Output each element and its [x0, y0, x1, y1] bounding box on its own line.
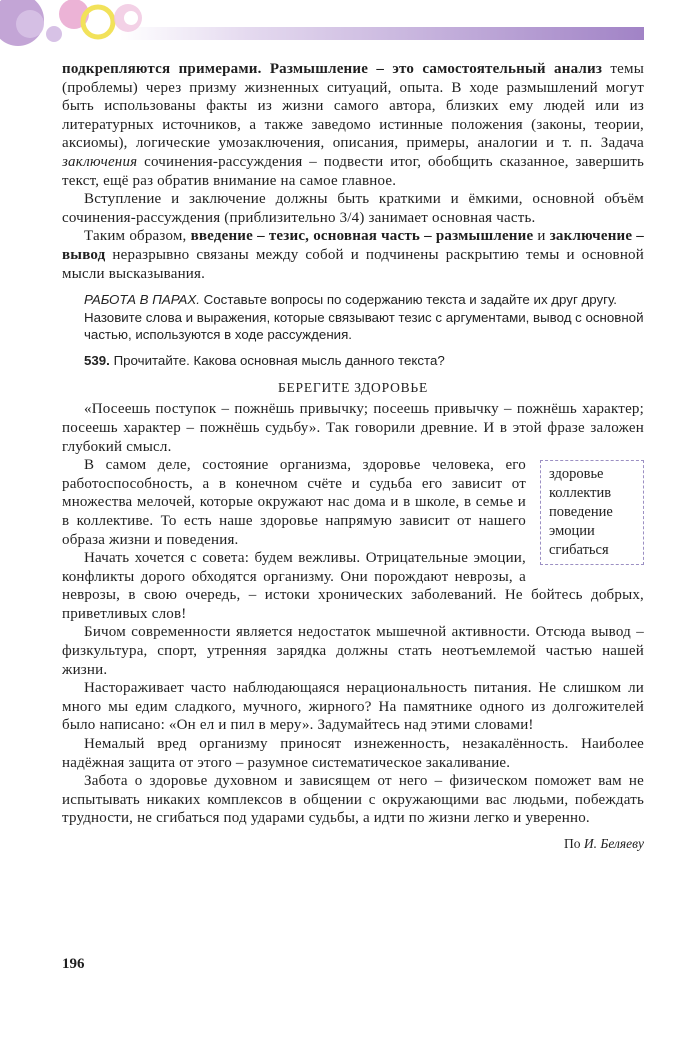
- paragraph: Забота о здоровье духовном и зависящем от него – физическом поможет вам не испытывать никаких комплексов в общении с окружающими вас людьми, побеждать трудности, не сгибаться под ударами судьбы, а идти по жизни легко и уверенно.: [62, 773, 644, 827]
- header-decoration: [0, 0, 700, 60]
- vocab-word: поведение: [549, 504, 613, 521]
- page-number: 196: [62, 956, 85, 972]
- vocab-word: сгибаться: [549, 542, 609, 559]
- paragraph: подкрепляются примерами. Размышление – это самостоятельный анализ темы (проблемы) через призму жизненных ситуаций, опыта. В ходе размышлений могут быть использованы факты из жизни самого автора, близких ему людей или из литературных источников, а также заведомо истинные положения (законы, теории, аксиомы), логические умозаключения, описания, примеры, аналогии и т. п. Задача заключения сочинения-рассуждения – подвести итог, обобщить сказанное, завершить текст, ещё раз обратив внимание на самое главное.: [62, 61, 644, 189]
- paragraph: «Посеешь поступок – пожнёшь привычку; посеешь привычку – пожнёшь характер; посеешь характер – пожнёшь судьбу». Так говорили древние. И в этой фразе заложен глубокий смысл.: [62, 401, 644, 455]
- paragraph: Бичом современности является недостаток мышечной активности. Отсюда вывод – физкультура, спорт, утренняя зарядка должны стать неотъемлемой частью нашей жизни.: [62, 624, 644, 678]
- author-signature: По И. Беляеву: [564, 836, 644, 851]
- exercise-539: 539. Прочитайте. Какова основная мысль данного текста?: [84, 353, 445, 369]
- paragraph: Начать хочется с совета: будем вежливы. Отрицательные эмоции, конфликты дорого обходятся организму. Они порождают неврозы, а неврозы, в свою очередь, – истоки хронических заболеваний. Не бойтесь добрых, приветливых слов!: [62, 550, 644, 622]
- vocabulary-box: [540, 460, 644, 565]
- paragraph: Настораживает часто наблюдающаяся нерациональность питания. Не слишком ли много мы едим сладкого, мучного, жирного? На памятнике одного из долгожителей было написано: «Он ел и пил в меру». Задумайтесь над этими словами!: [62, 680, 644, 734]
- vocab-word: здоровье: [549, 466, 604, 483]
- task-label: РАБОТА В ПАРАХ.: [84, 292, 200, 308]
- paragraph: В самом деле, состояние организма, здоровье человека, его работоспособность, а в конечном счёте и судьба его зависит от множества мелочей, которые окружают нас дома и в школе, в семье и в коллективе. То есть наше здоровье напрямую зависит от нашего образа жизни и поведения.: [62, 457, 526, 548]
- page-content: [62, 60, 644, 852]
- vocab-word: эмоции: [549, 523, 595, 540]
- pair-work-task: РАБОТА В ПАРАХ. Составьте вопросы по содержанию текста и задайте их друг другу. Назовите слова и выражения, которые связывают тезис с аргументами, вывод с основной частью, используются в ходе рассуждения.: [84, 292, 644, 342]
- paragraph: Немалый вред организму приносят изнеженность, незакалённость. Наиболее надёжная защита от этого – разумное систематическое закаливание.: [62, 736, 644, 771]
- exercise-number: 539.: [84, 353, 110, 369]
- text-title: БЕРЕГИТЕ ЗДОРОВЬЕ: [277, 380, 429, 396]
- paragraph: Вступление и заключение должны быть краткими и ёмкими, основной объём сочинения-рассуждения (приблизительно 3/4) занимает основная часть.: [62, 191, 644, 226]
- vocab-word: коллектив: [549, 485, 612, 502]
- paragraph: Таким образом, введение – тезис, основная часть – размышление и заключение – вывод неразрывно связаны между собой и подчинены раскрытию темы и основной мысли высказывания.: [62, 228, 644, 282]
